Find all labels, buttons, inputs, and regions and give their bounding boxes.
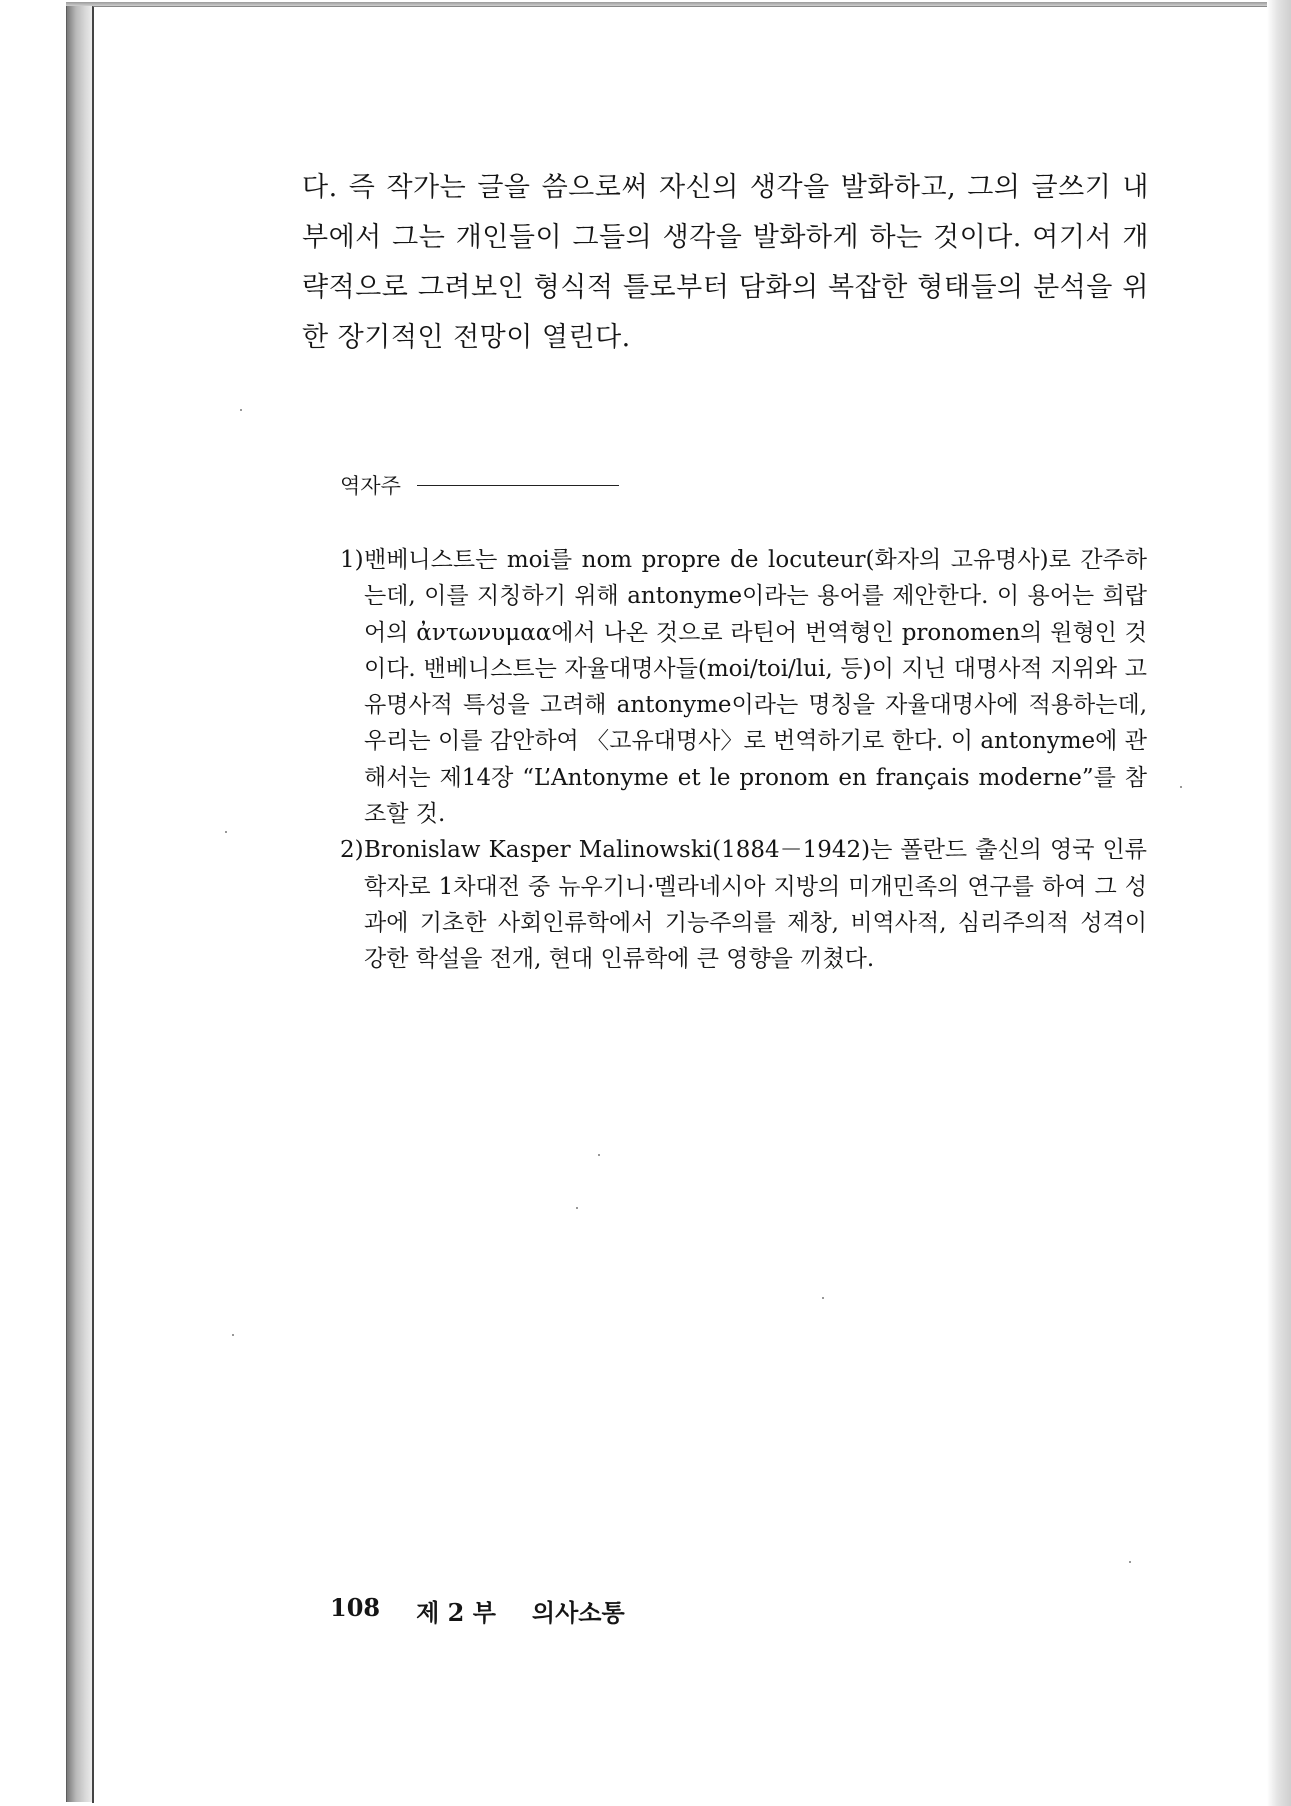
scan-speck xyxy=(822,1297,824,1299)
scan-speck xyxy=(232,1334,234,1336)
page-number: 108 xyxy=(330,1593,381,1622)
scan-speck xyxy=(1129,1561,1131,1563)
notes-heading-rule xyxy=(417,485,619,486)
scan-speck xyxy=(1180,786,1182,788)
footnote-text: 밴베니스트는 moi를 nom propre de locuteur(화자의 고유명사)로 간주하는데, 이를 지칭하기 위해 antonyme이라는 용어를 제안한다. 이 용어는 희랍어의 ἀντωνυμαα에서 나온 것으로 라틴어 번역형인 pronomen의 원형인 것이다. 밴베니스트는 자율대명사들(moi/toi/lui, 등)이 지닌 대명사적 지위와 고유명사적 특성을 고려해 antonyme이라는 명칭을 자율대명사에 적용하는데, 우리는 이를 감안하여 〈고유대명사〉로 번역하기로 한다. 이 antonyme에 관해서는 제14장 “L’Antonyme et le pronom en français moderne”를 참조할 것. xyxy=(364,547,1147,828)
footnote-number: 2) xyxy=(340,837,364,864)
scan-speck xyxy=(225,831,227,833)
book-spine xyxy=(66,6,93,1802)
running-footer xyxy=(330,1593,625,1628)
footnote-number: 1) xyxy=(340,547,364,573)
scan-speck xyxy=(576,1207,578,1209)
part-title: 의사소통 xyxy=(531,1598,625,1627)
translator-notes-list xyxy=(340,542,1147,978)
page-edge-shadow xyxy=(1267,0,1291,1806)
footnote-2 xyxy=(340,832,1147,977)
part-label: 제 2 부 xyxy=(416,1598,496,1627)
notes-heading-label: 역자주 xyxy=(340,474,401,498)
scan-speck xyxy=(240,409,242,411)
body-paragraph: 다. 즉 작가는 글을 씀으로써 자신의 생각을 발화하고, 그의 글쓰기 내부에서 그는 개인들이 그들의 생각을 발화하게 하는 것이다. 여기서 개략적으로 그려보인 형식적 틀로부터 담화의 복잡한 형태들의 분석을 위한 장기적인 전망이 열린다. xyxy=(302,172,1149,353)
footnote-1 xyxy=(340,542,1147,832)
translator-notes-heading xyxy=(340,470,619,500)
scan-speck xyxy=(598,1154,600,1156)
footnote-text: Bronislaw Kasper Malinowski(1884－1942)는 폴란드 출신의 영국 인류학자로 1차대전 중 뉴우기니·멜라네시아 지방의 미개민족의 연구를 하여 그 성과에 기초한 사회인류학에서 기능주의를 제창, 비역사적, 심리주의적 성격이 강한 학설을 전개, 현대 인류학에 큰 영향을 끼쳤다. xyxy=(364,837,1147,973)
